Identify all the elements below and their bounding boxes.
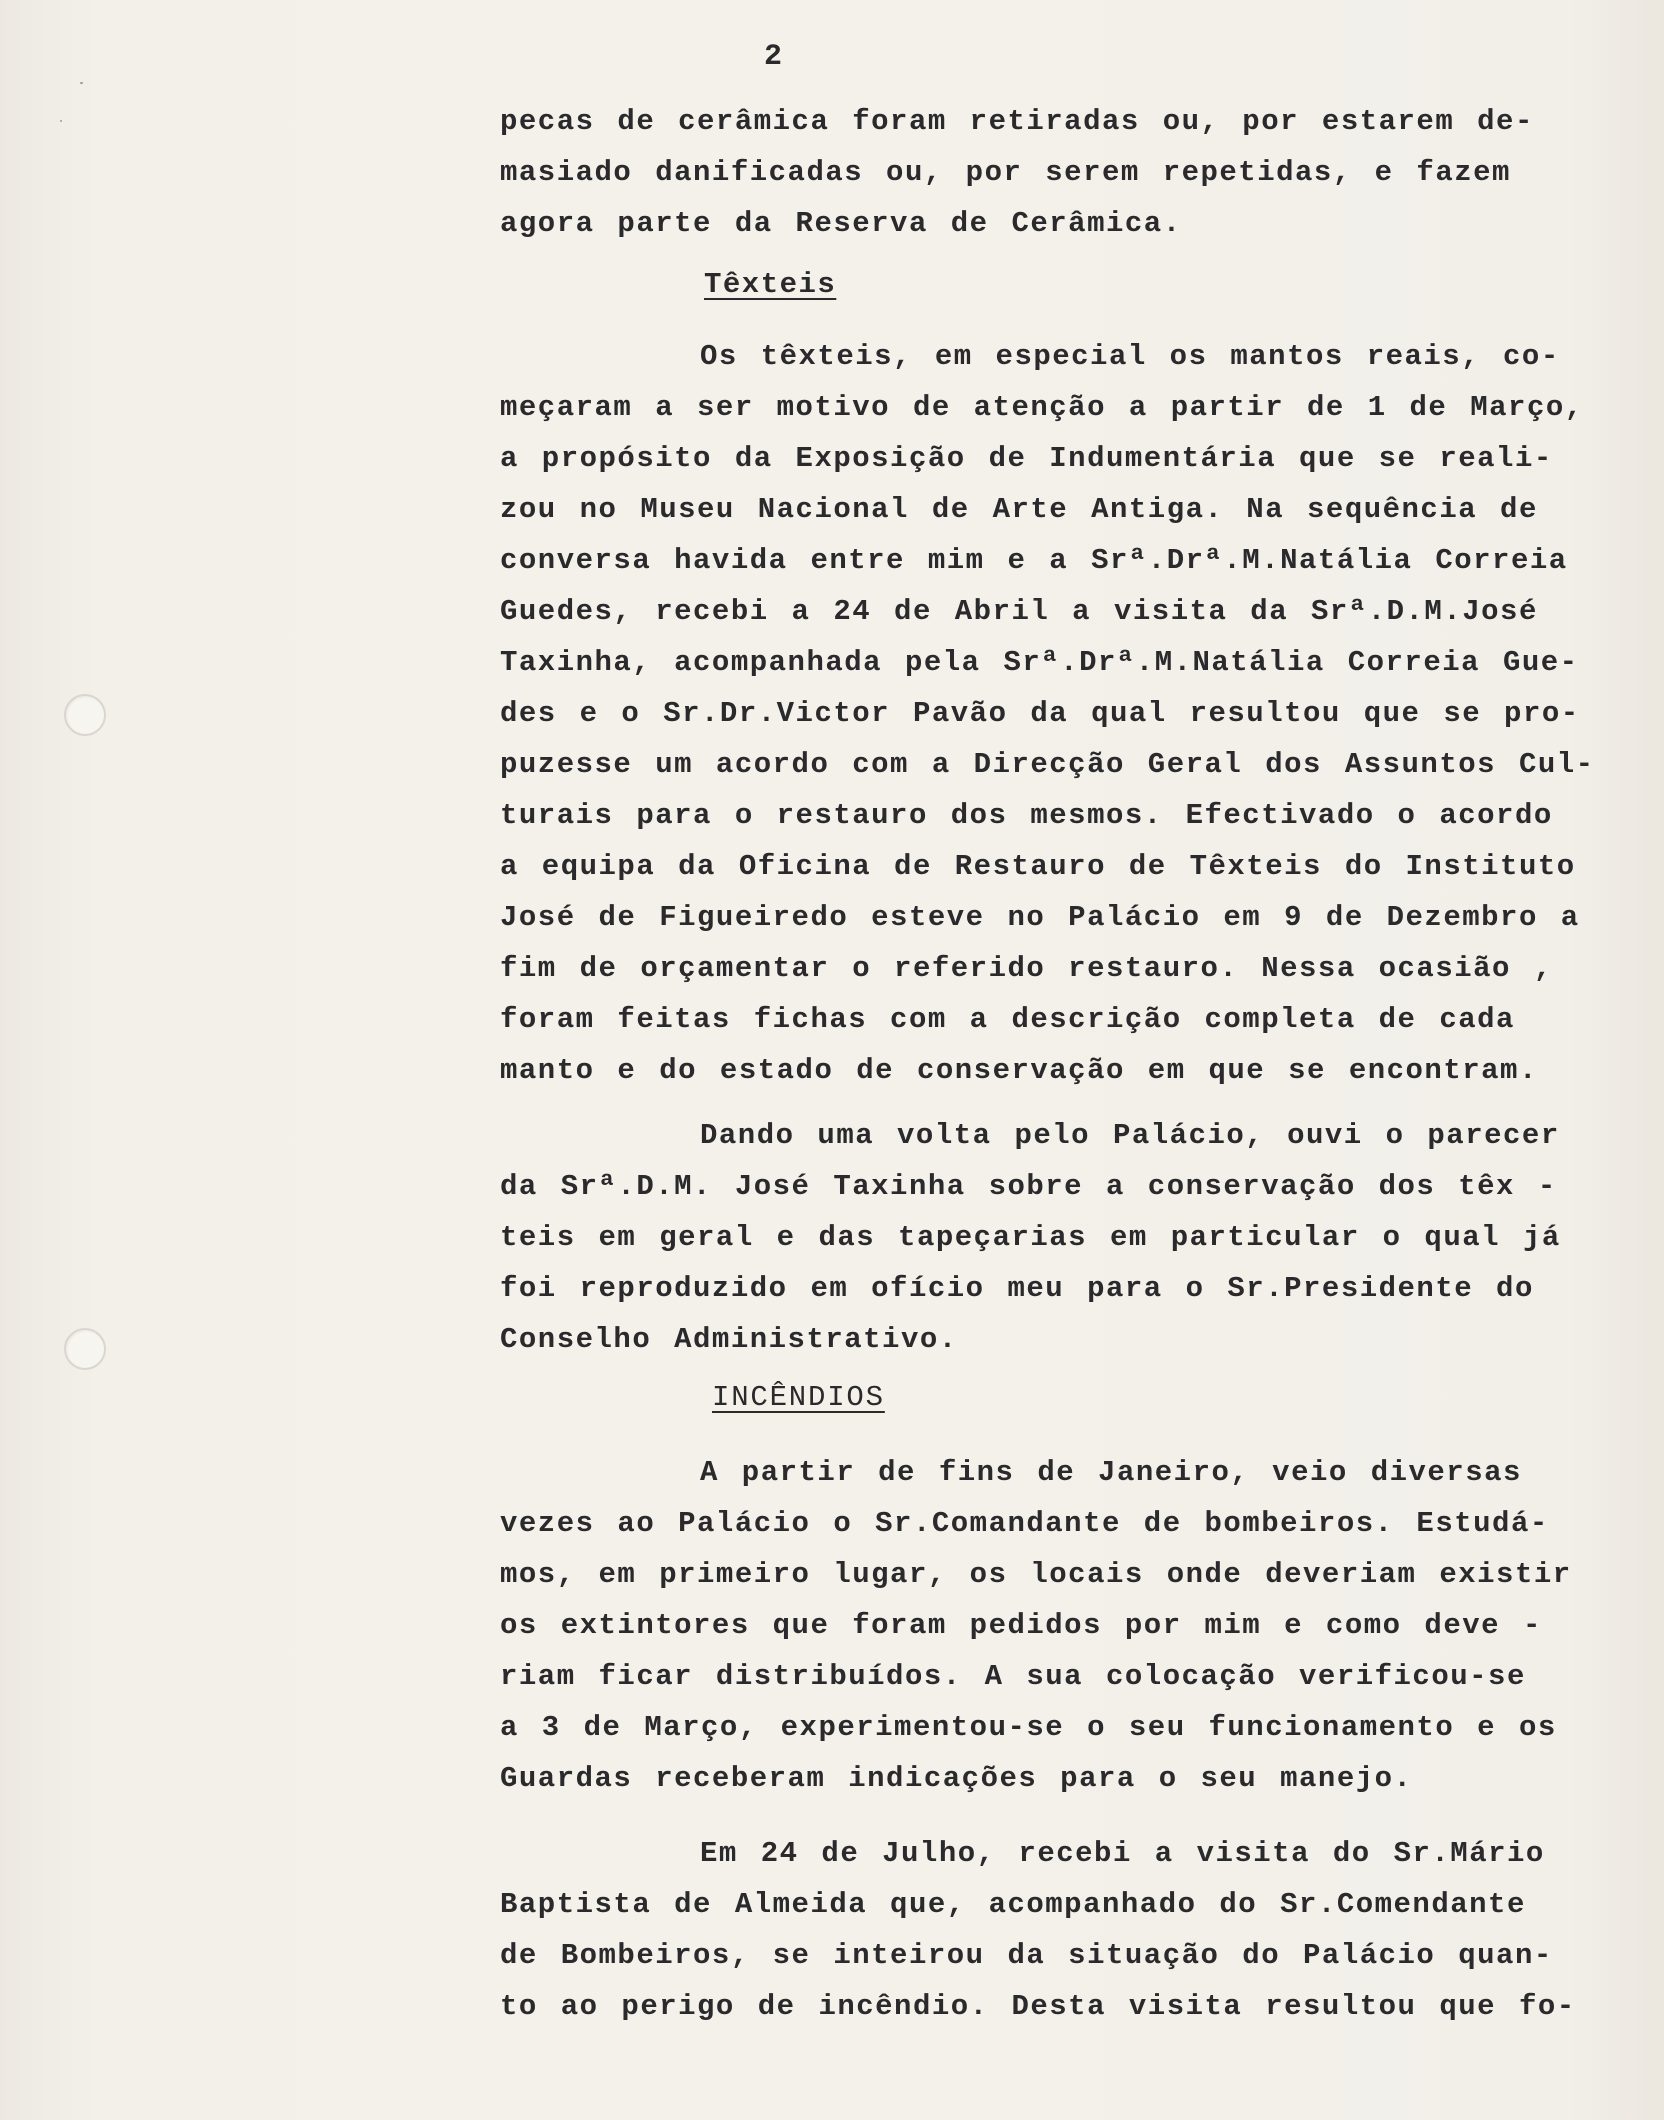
text-line: agora parte da Reserva de Cerâmica.	[500, 207, 1182, 240]
text-line: fim de orçamentar o referido restauro. Nessa ocasião ,	[500, 952, 1553, 985]
textiles-paragraph-2	[500, 1110, 1630, 1365]
text-line: zou no Museu Nacional de Arte Antiga. Na sequência de	[500, 493, 1538, 526]
paper-speck	[80, 82, 83, 84]
text-line: Guardas receberam indicações para o seu manejo.	[500, 1762, 1413, 1795]
typed-text-body	[500, 96, 1630, 2032]
text-line: masiado danificadas ou, por serem repetidas, e fazem	[500, 156, 1511, 189]
text-line: de Bombeiros, se inteirou da situação do Palácio quan-	[500, 1939, 1553, 1972]
fires-paragraph-2	[500, 1828, 1630, 2032]
paper-speck	[60, 120, 62, 122]
text-line: puzesse um acordo com a Direcção Geral dos Assuntos Cul-	[500, 748, 1595, 781]
text-line: José de Figueiredo esteve no Palácio em 9 de Dezembro a	[500, 901, 1580, 934]
text-line: foi reproduzido em ofício meu para o Sr.Presidente do	[500, 1272, 1534, 1305]
text-line: a 3 de Março, experimentou-se o seu funcionamento e os	[500, 1711, 1557, 1744]
text-line: A partir de fins de Janeiro, veio diversas	[700, 1456, 1522, 1489]
text-line: foram feitas fichas com a descrição completa de cada	[500, 1003, 1515, 1036]
punch-hole	[64, 694, 106, 736]
text-line: pecas de cerâmica foram retiradas ou, por estarem de-	[500, 105, 1534, 138]
text-line: Os têxteis, em especial os mantos reais, co-	[700, 340, 1560, 373]
punch-hole	[64, 1328, 106, 1370]
section-heading-textiles: Têxteis	[704, 268, 837, 301]
page-number: 2	[764, 40, 784, 74]
section-heading-fires: INCÊNDIOS	[712, 1381, 885, 1414]
text-line: mos, em primeiro lugar, os locais onde deveriam existir	[500, 1558, 1572, 1591]
text-line: os extintores que foram pedidos por mim e como deve -	[500, 1609, 1542, 1642]
text-line: manto e do estado de conservação em que se encontram.	[500, 1054, 1538, 1087]
text-line: Dando uma volta pelo Palácio, ouvi o parecer	[700, 1119, 1560, 1152]
textiles-paragraph-1	[500, 331, 1630, 1096]
text-line: meçaram a ser motivo de atenção a partir de 1 de Março,	[500, 391, 1584, 424]
text-line: vezes ao Palácio o Sr.Comandante de bombeiros. Estudá-	[500, 1507, 1549, 1540]
text-line: teis em geral e das tapeçarias em particular o qual já	[500, 1221, 1561, 1254]
text-line: to ao perigo de incêndio. Desta visita resultou que fo-	[500, 1990, 1576, 2023]
text-line: Baptista de Almeida que, acompanhado do Sr.Comendante	[500, 1888, 1526, 1921]
text-line: da Srª.D.M. José Taxinha sobre a conservação dos têx -	[500, 1170, 1557, 1203]
text-line: turais para o restauro dos mesmos. Efectivado o acordo	[500, 799, 1553, 832]
text-line: conversa havida entre mim e a Srª.Drª.M.Natália Correia	[500, 544, 1568, 577]
text-line: des e o Sr.Dr.Victor Pavão da qual resultou que se pro-	[500, 697, 1580, 730]
text-line: riam ficar distribuídos. A sua colocação verificou-se	[500, 1660, 1526, 1693]
fires-paragraph-1	[500, 1447, 1630, 1804]
text-line: Guedes, recebi a 24 de Abril a visita da Srª.D.M.José	[500, 595, 1538, 628]
intro-paragraph	[500, 96, 1630, 249]
text-line: Taxinha, acompanhada pela Srª.Drª.M.Natália Correia Gue-	[500, 646, 1579, 679]
text-line: a equipa da Oficina de Restauro de Têxteis do Instituto	[500, 850, 1576, 883]
text-line: a propósito da Exposição de Indumentária que se reali-	[500, 442, 1553, 475]
text-line: Em 24 de Julho, recebi a visita do Sr.Mário	[700, 1837, 1545, 1870]
text-line: Conselho Administrativo.	[500, 1323, 958, 1356]
